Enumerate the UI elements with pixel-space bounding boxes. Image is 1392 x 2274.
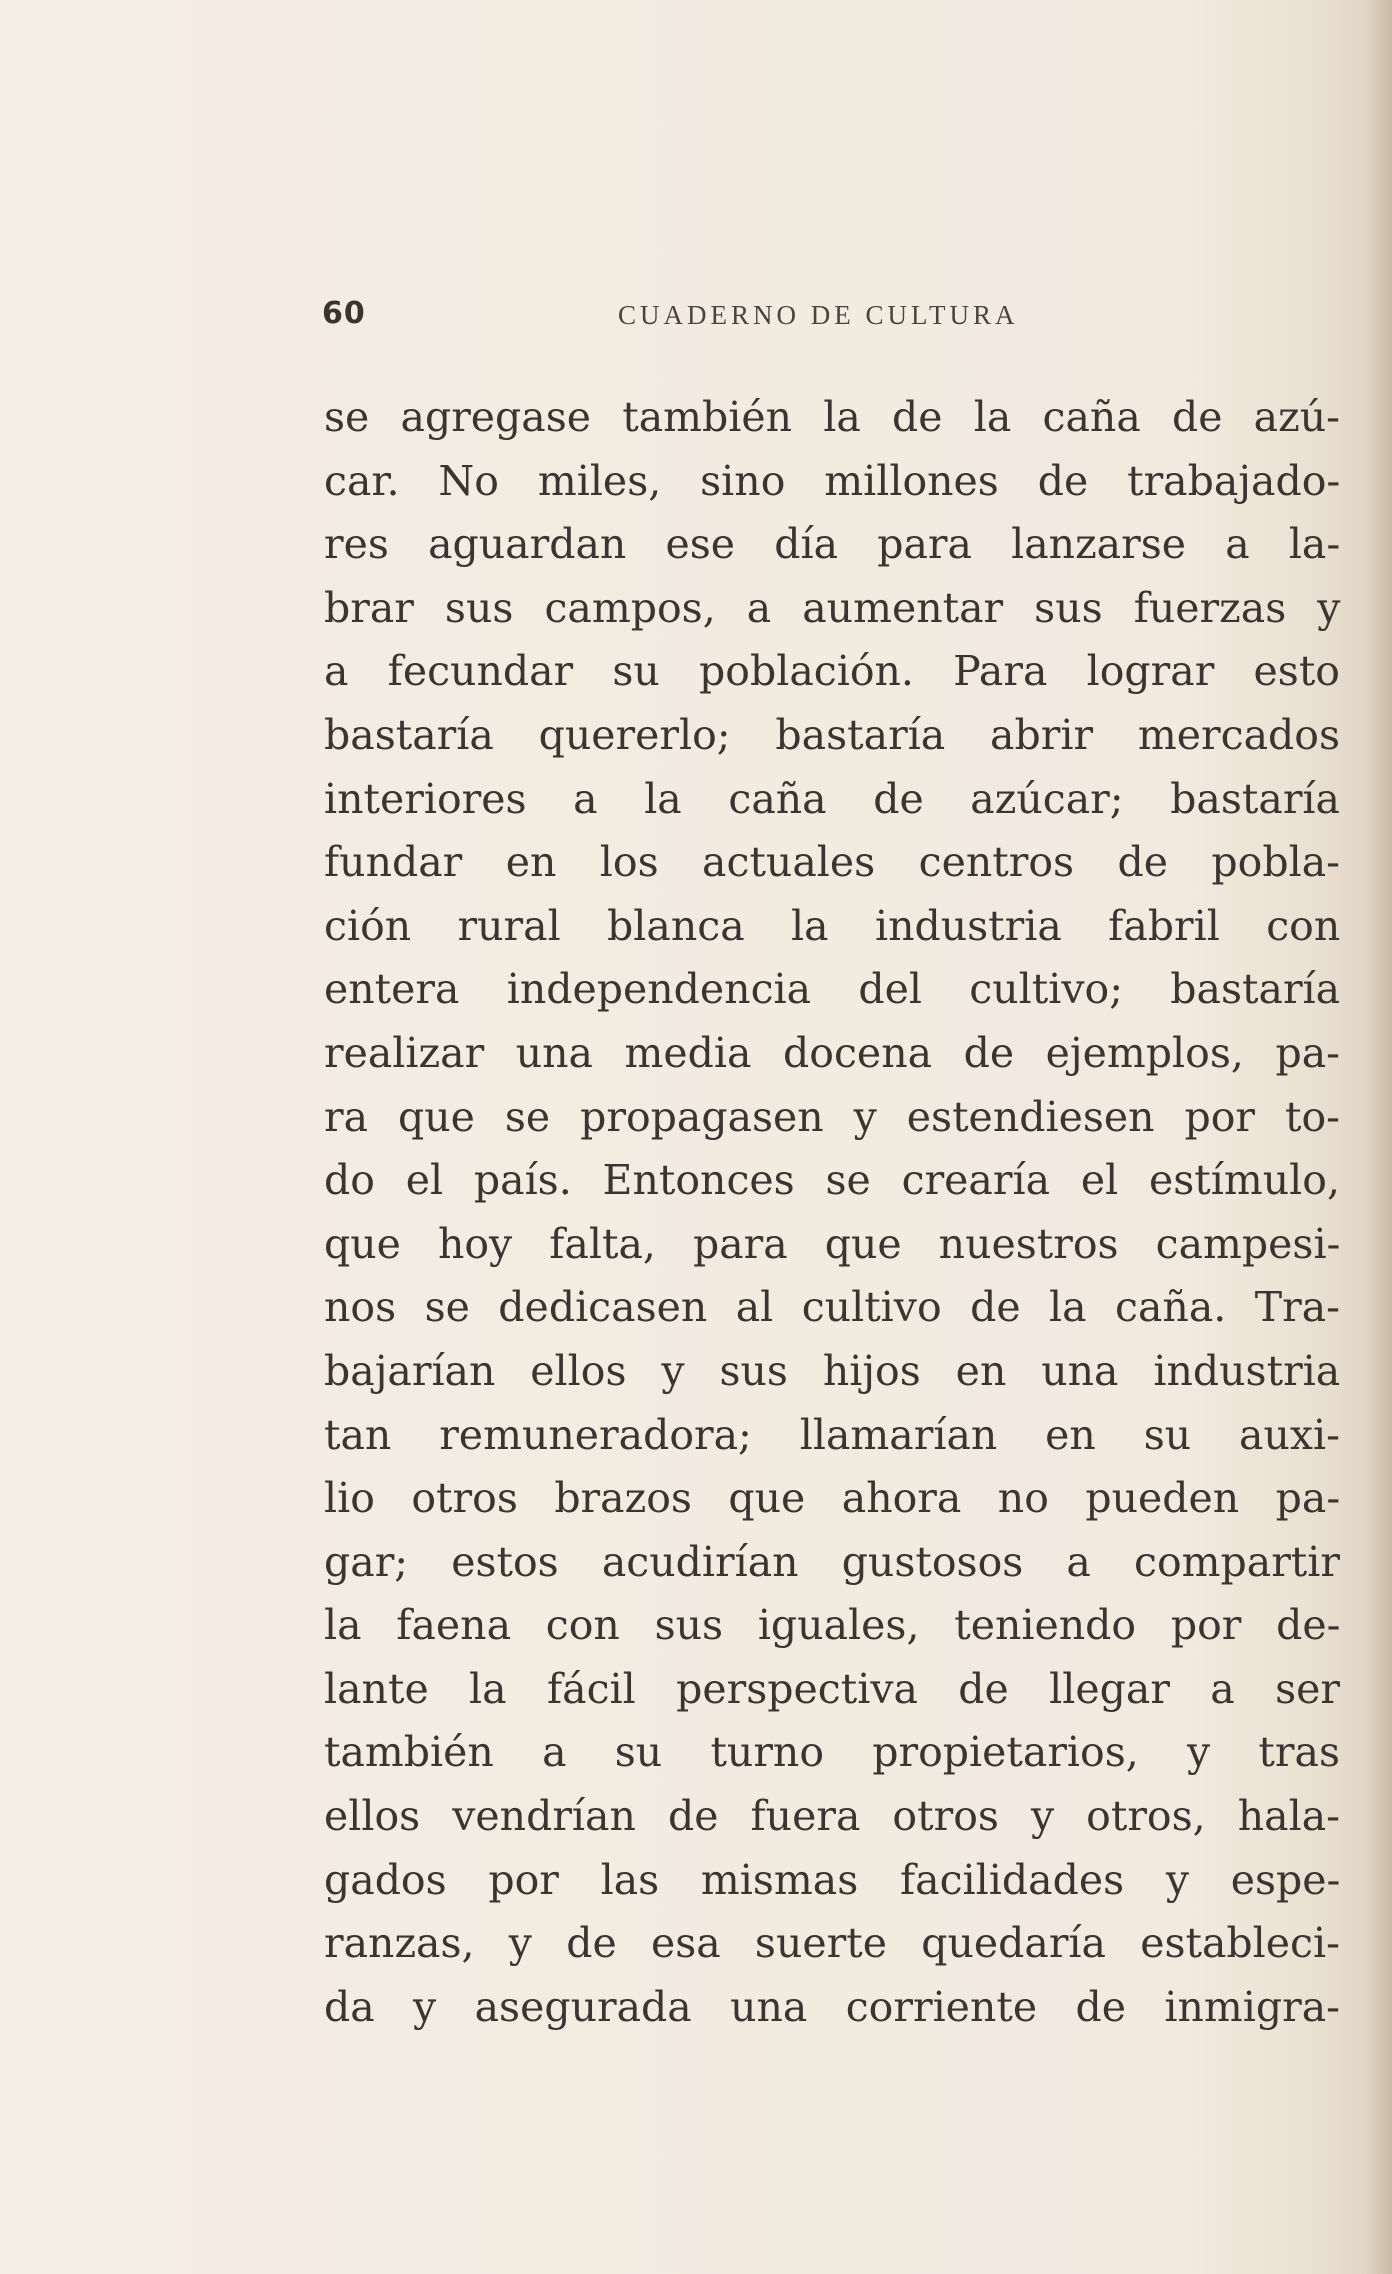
body-text <box>324 386 1340 2039</box>
text-line: car. No miles, sino millones de trabajado- <box>324 456 1341 505</box>
text-line: la faena con sus iguales, teniendo por de- <box>324 1601 1341 1650</box>
text-line: res aguardan ese día para lanzarse a la- <box>324 520 1341 569</box>
text-line: interiores a la caña de azúcar; bastaría <box>324 774 1340 823</box>
text-line: ra que se propagasen y estendiesen por to- <box>324 1092 1340 1141</box>
text-line: lio otros brazos que ahora no pueden pa- <box>324 1474 1341 1523</box>
page-header <box>322 296 1342 344</box>
text-line: brar sus campos, a aumentar sus fuerzas y <box>324 583 1341 632</box>
text-line: también a su turno propietarios, y tras <box>324 1728 1340 1777</box>
text-line: gar; estos acudirían gustosos a compartir <box>324 1537 1340 1586</box>
text-line: entera independencia del cultivo; bastaría <box>324 965 1341 1014</box>
text-line: se agregase también la de la caña de azú- <box>324 393 1340 441</box>
text-line: da y asegurada una corriente de inmigra- <box>324 1982 1340 2031</box>
text-line: nos se dedicasen al cultivo de la caña. Tra- <box>324 1283 1340 1332</box>
text-line: do el país. Entonces se crearía el estímulo, <box>324 1156 1340 1205</box>
text-line: bastaría quererlo; bastaría abrir mercados <box>324 710 1340 759</box>
text-line: gados por las mismas facilidades y espe- <box>324 1855 1341 1904</box>
text-line: ellos vendrían de fuera otros y otros, hala- <box>324 1792 1340 1841</box>
page-number: 60 <box>322 296 366 331</box>
text-line: que hoy falta, para que nuestros campesi- <box>324 1219 1341 1268</box>
text-line: ción rural blanca la industria fabril con <box>324 901 1341 950</box>
text-line: fundar en los actuales centros de pobla- <box>324 838 1340 887</box>
text-line: bajarían ellos y sus hijos en una industria <box>324 1346 1341 1395</box>
text-line: tan remuneradora; llamarían en su auxi- <box>324 1410 1340 1459</box>
page-edge-shadow <box>1366 0 1392 2274</box>
text-line: realizar una media docena de ejemplos, pa- <box>324 1028 1340 1077</box>
text-line: lante la fácil perspectiva de llegar a ser <box>324 1664 1340 1713</box>
text-line: ranzas, y de esa suerte quedaría estableci- <box>324 1919 1340 1968</box>
text-line: a fecundar su población. Para lograr esto <box>324 647 1340 696</box>
running-head: CUADERNO DE CULTURA <box>618 300 1019 330</box>
